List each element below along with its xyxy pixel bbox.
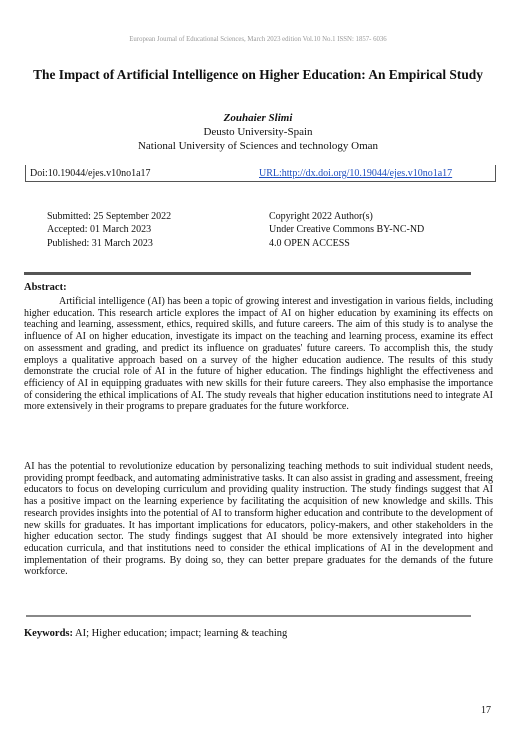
- keywords-label: Keywords:: [24, 628, 73, 639]
- abstract-heading: Abstract:: [24, 282, 67, 293]
- doi-text: Doi:10.19044/ejes.v10no1a17: [30, 168, 151, 179]
- abstract-paragraph-2: AI has the potential to revolutionize education by personalizing teaching methods to suit individual student needs, providing prompt feedback, and automating administrative tasks. It can also assist in grading and assessment, freeing educators to focus on developing curriculum and providing quality instruction. The study findings suggest that AI has a positive impact on the learning experience by facilitating the acquisition of new knowledge and skills. This research provides insights into the potential of AI to transform higher education and contribute to the development of new skills for graduates. It has important implications for educators, policy-makers, and other stakeholders in the higher education sector. The study findings suggest that AI should be more extensively integrated into higher education curricula, and that institutions need to consider the ethical implications of AI in the development and implementation of their programs. By doing so, they can better prepare graduates for the demands of the future workforce.: [24, 461, 493, 578]
- author-name: Zouhaier Slimi: [223, 112, 293, 124]
- paper-title: The Impact of Artificial Intelligence on Higher Education: An Empirical Study: [33, 67, 483, 82]
- license-text: Under Creative Commons BY-NC-ND: [269, 224, 425, 235]
- copyright-text: Copyright 2022 Author(s): [269, 211, 373, 222]
- keywords-line: [24, 628, 287, 639]
- accepted-date: Accepted: 01 March 2023: [47, 224, 152, 235]
- journal-header: European Journal of Educational Sciences, March 2023 edition Vol.10 No.1 ISSN: 1857- 6036: [129, 36, 387, 43]
- open-access-text: 4.0 OPEN ACCESS: [269, 238, 350, 249]
- doi-url-link[interactable]: URL:http://dx.doi.org/10.19044/ejes.v10no1a17: [259, 168, 453, 179]
- abstract-paragraph-1: Artificial intelligence (AI) has been a topic of growing interest and investigation in various fields, including higher education. This research article explores the impact of AI on higher education by examining its effects on teaching and learning, assessment, ethics, required skills, and future careers. The aim of this study is to analyse the influence of AI on higher education, investigate its impact on the teaching and learning process, examine its effect on assessment and grading, and predict its influence on graduates' future careers. To accomplish this, the study employs a qualitative approach based on a survey of the higher education audience. The results of this study demonstrate the crucial role of AI in the future of higher education. The findings highlight the effectiveness and efficiency of AI in equipping graduates with new skills for their future careers. They also emphasise the importance of considering the ethical implications of AI. The study reveals that higher education institutions need to integrate AI more extensively in their programs to prepare graduates for the future workforce.: [24, 296, 493, 413]
- divider-top: [24, 272, 471, 275]
- divider-bottom: [26, 615, 471, 617]
- submitted-date: Submitted: 25 September 2022: [47, 211, 172, 222]
- keywords-text: AI; Higher education; impact; learning & teaching: [75, 628, 288, 639]
- page-number: 17: [481, 705, 491, 716]
- published-date: Published: 31 March 2023: [47, 238, 153, 249]
- affiliation-2: National University of Sciences and technology Oman: [137, 140, 379, 152]
- affiliation-1: Deusto University-Spain: [203, 126, 313, 138]
